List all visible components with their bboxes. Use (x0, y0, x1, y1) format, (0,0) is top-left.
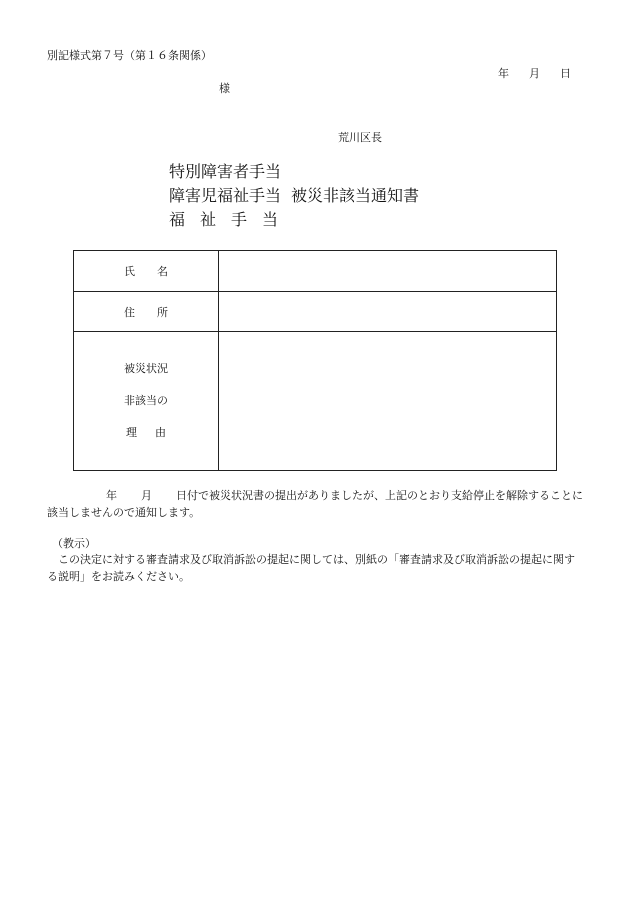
title-line-1: 特別障害者手当 (169, 162, 282, 181)
recipient-suffix: 様 (219, 82, 230, 95)
issue-date (498, 65, 571, 81)
name-label-cell (74, 251, 219, 292)
notice-month: 月 (141, 489, 152, 502)
name-label: 氏名 (124, 265, 190, 278)
title-line-2a: 障害児福祉手当 (169, 186, 282, 205)
reason-value-cell[interactable] (219, 332, 557, 471)
document-title (169, 160, 419, 232)
name-value-cell[interactable] (219, 251, 557, 292)
address-label-cell (74, 292, 219, 332)
title-line-2 (169, 184, 419, 208)
form-number-label: 別記様式第７号（第１６条関係） (47, 49, 212, 62)
reason-label-cell (74, 332, 219, 471)
notice-year: 年 (106, 489, 117, 502)
notice-text: 日付で被災状況書の提出がありましたが、上記のとおり支給停止を解除することに該当しませんので通知します。 (47, 489, 583, 519)
reason-label-1: 被災状況 (124, 362, 168, 375)
title-line-2b: 被災非該当通知書 (291, 186, 420, 205)
table-row-address (74, 292, 557, 332)
instruction-heading: （教示） (52, 537, 96, 550)
date-day: 日 (560, 67, 571, 80)
info-table (73, 250, 557, 471)
notice-paragraph (47, 487, 584, 521)
reason-label-3: 理由 (126, 426, 184, 439)
address-label: 住所 (124, 305, 190, 319)
title-line-3: 福祉手当 (169, 210, 294, 229)
issuer-name: 荒川区長 (338, 131, 382, 144)
instruction-body: この決定に対する審査請求及び取消訴訟の提起に関しては、別紙の「審査請求及び取消訴訟の提起に関する説明」をお読みください。 (47, 553, 575, 583)
address-value-cell[interactable] (219, 292, 557, 332)
date-year: 年 (498, 67, 509, 80)
table-row-name (74, 251, 557, 292)
table-row-reason (74, 332, 557, 471)
date-month: 月 (529, 67, 540, 80)
reason-label-2: 非該当の (124, 394, 168, 407)
